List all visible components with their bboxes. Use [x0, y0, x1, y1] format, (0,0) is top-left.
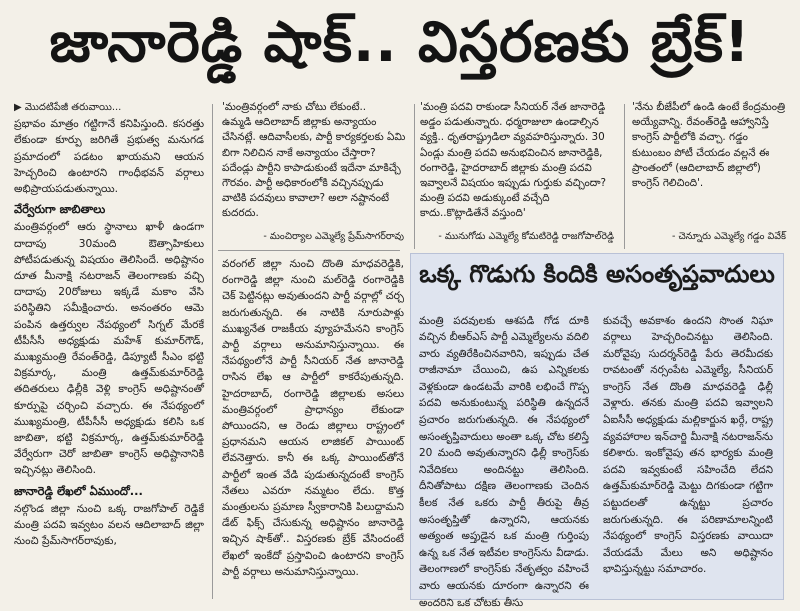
subhead: జానారెడ్డి లేఖలో ఏముందో... [14, 483, 204, 499]
quote-box: 'మంత్రి పదవి రాకుండా సీనియర్ నేత జానారెడ్డి అడ్డం పడుతున్నారు. ధర్మరాజులా ఉండాల్సిన వ్యక్తి.. ధృతరాష్ట్రుడిలా వ్యవహరిస్తున్నారు. 30 ఏండ్లు మంత్రి పదవి అనుభవించిన జానారెడ్డికి, రంగారెడ్డి, హైదరాబాద్ జిల్లాకు మంత్రి పదవి ఇవ్వాలనే విషయం ఇప్పుడు గుర్తుకు వచ్చిందా? మంత్రి పదవి అడుక్కుంటే వచ్చేది కాదు..కొట్లాడితేనే వస్తుంది' - మునుగోడు ఎమ్మెల్యే కోమటిరెడ్డి రాజగోపాల్‌రెడ్డి [420, 100, 618, 248]
subhead: వేర్వేరుగా జాబితాలు [14, 201, 204, 217]
boxed-headline: ఒక్క గొడుగు కిందికి అసంతృప్తవాదులు [411, 254, 783, 300]
quote-attribution: - చెన్నూరు ఎమ్మెల్యే గడ్డం వివేక్ [672, 229, 786, 244]
column-divider [414, 104, 415, 249]
quote-divider [218, 250, 400, 251]
paragraph: నల్గొండ జిల్లా నుంచి ఒక్క రాజగోపాల్ రెడ్డికే మంత్రి పదవి ఇవ్వటం వలన ఆదిలాబాద్ జిల్లా నుంచి ప్రేమ్‌సాగర్‌రావుకు, [14, 501, 204, 550]
headline: జానారెడ్డి షాక్.. విస్తరణకు బ్రేక్! [0, 0, 800, 98]
paragraph: కువచ్చే అవకాశం ఉందని సొంత నిఘా వర్గాలు హెచ్చరించినట్టు తెలిసింది. మరోవైపు సుదర్శన్‌రెడ్డి పేరు తెరమీదకు రావటంతో నర్సంపేట ఎమ్మెల్యే, సీనియర్ కాంగ్రెస్ నేత దొంతి మాధవరెడ్డి ఢిల్లీ వెళ్లారు. తనకు మంత్రి పదవి ఇవ్వాలని ఏఐసీసీ అధ్యక్షుడు మల్లికార్జున ఖర్గే, రాష్ట్ర వ్యవహారాల ఇన్‌చార్జి మీనాక్షి నటరాజన్‌ను కలిశారు. ఇంకోవైపు తన భార్యకు మంత్రి పదవి ఇవ్వకుంటే సహించేది లేదని ఉత్తమ్‌కుమార్‌రెడ్డి మెట్టు దిగకుండా గట్టిగా పట్టుదలతో ఉన్నట్టు ప్రచారం జరుగుతున్నది. ఈ పరిణామాలన్నింటి నేపథ్యంలో కాంగ్రెస్ విస్తరణకు వాయిదా వేయడమే మేలు అని అధిష్టానం భావిస్తున్నట్టు సమాచారం. [603, 313, 773, 579]
continued-label: ▶ మొదటిపేజీ తరువాయి... [14, 100, 204, 116]
boxed-column-right [603, 302, 773, 594]
arrow-icon: ▶ [14, 102, 22, 113]
column-divider [624, 104, 625, 249]
quote-attribution: - మంచిర్యాల ఎమ్మెల్యే ప్రేమ్‌సాగర్‌రావు [263, 229, 404, 244]
quote-attribution: - మునుగోడు ఎమ్మెల్యే కోమటిరెడ్డి రాజగోపాల్‌రెడ్డి [438, 229, 614, 244]
column-1 [14, 100, 204, 602]
quote-box: 'మంత్రివర్గంలో నాకు చోటు లేకుంటే.. ఉమ్మడి ఆదిలాబాద్ జిల్లాకు అన్యాయం చేసినట్లే. ఆదివాసీలకు, పార్టీ కార్యకర్తలకు ఏమి బిగా నిలిచిన నాకే అన్యాయం చేస్తారా? పదేండ్లు పార్టీని కాపాడుకుంటే ఇదేనా మాకిచ్చే గౌరవం. పార్టీ అధికారంలోకి వచ్చినప్పుడు వాటికి పదవులు కావాలా? అలా నష్టానంటే కుదరదు. - మంచిర్యాల ఎమ్మెల్యే ప్రేమ్‌సాగర్‌రావు [222, 100, 408, 248]
paragraph: వరంగల్ జిల్లా నుంచి దొంతి మాధవరెడ్డికి, రంగారెడ్డి జిల్లా నుంచి మల్‌రెడ్డి రంగారెడ్డికి చెక్ పెట్టినట్లు అవుతుందని పార్టీ వర్గాల్లో చర్చ జరుగుతున్నది. ఈ నాటికి నూరుపాళ్లు ముఖ్యనేత రాజకీయ వ్యూహమేనని కాంగ్రెస్ పార్టీ వర్గాలు అనుమానిస్తున్నాయి. ఈ నేపథ్యంలోనే పార్టీ సీనియర్ నేత జానారెడ్డి రాసిన లేఖ ఆ పార్టీలో కాకరేపుతున్నది. హైదరాబాద్, రంగారెడ్డి జిల్లాలకు అసలు మంత్రివర్గంలో ప్రాధాన్యం లేకుండా పోయిందని, ఆ రెండు జిల్లాలు రాష్ట్రంలో ప్రధానమని ఆయన లాజికల్ పాయింట్ లేవనెత్తారు. కానీ ఈ ఒక్క పాయింట్‌తోనే పార్టీలో ఇంత వేడి పుడుతున్నదంటే కాంగ్రెస్ నేతలు ఎవరూ నమ్మటం లేదు. కొత్త మంత్రులను ప్రమాణ స్వీకారానికి పిలుద్దామని డేట్ ఫిక్స్ చేసుకున్న అధిష్టానం జానారెడ్డి ఇచ్చిన షాక్‌తో.. విస్తరణకు బ్రేక్ వేసిందంటే లేఖలో ఇంకేదో ప్రస్తావించి ఉంటారని కాంగ్రెస్ పార్టీ వర్గాలు అనుమానిస్తున్నాయి. [222, 256, 404, 580]
boxed-column-left [419, 302, 589, 594]
quote-box: 'నేను బీజేపీలో ఉండి ఉంటే కేంద్రమంత్రి అయ్యేవాన్ని. రేవంత్‌రెడ్డి ఆహ్వానిస్తే కాంగ్రెస్ పార్టీలోకి వచ్చా. గడ్డం కుటుంబం పోటీ చేయడం వల్లనే ఈ ప్రాంతంలో (ఆదిలాబాద్ జిల్లాలో) కాంగ్రెస్ గెలిచింది'. - చెన్నూరు ఎమ్మెల్యే గడ్డం వివేక్ [632, 100, 790, 248]
paragraph: మంత్రివర్గంలో ఆరు స్థానాలు ఖాళీ ఉండగా దాదాపు 30మంది ఔత్సాహికులు పోటీపడుతున్న విషయం తెలిసిందే. అధిష్టానం దూత మీనాక్షి నటరాజన్ తెలంగాణకు వచ్చి దాదాపు 20రోజులు ఇక్కడే మకాం వేసి పరిస్థితిని సమీక్షించారు. అనంతరం ఆమె పంపిన ఉత్తర్వుల నేపథ్యంలో సిగ్నల్ మేరకే టీపీసీసీ అధ్యక్షుడు మహేశ్ కుమార్‌గౌడ్, ముఖ్యమంత్రి రేవంత్‌రెడ్డి, డిప్యూటీ సీఎం భట్టి విక్రమార్క, మంత్రి ఉత్తమ్‌కుమార్‌రెడ్డి తదితరులు ఢిల్లీకి వెళ్లి కాంగ్రెస్ అధిష్టానంతో కూర్పుపై చర్చించి వచ్చారు. ఈ నేపథ్యంలో ముఖ్యమంత్రి, టీపీసీసీ అధ్యక్షుడు కలిసి ఒక జాబితా, భట్టి విక్రమార్క, ఉత్తమ్‌కుమార్‌రెడ్డి వేర్వేరుగా చెరో జాబితా కాంగ్రెస్ అధిష్టానానికి ఇచ్చినట్లు తెలిసింది. [14, 219, 204, 478]
paragraph: ప్రభావం మాత్రం గట్టిగానే కనిపిస్తుంది. కసరత్తు లేకుండా కూర్పు జరిగితే ప్రభుత్వ మనుగడ ప్రమాదంలో పడటం ఖాయమని ఆయన హెచ్చరించి ఉంటారని గాంధీభవన్ వర్గాలు అభిప్రాయపడుతున్నాయి. [14, 116, 204, 197]
paragraph: మంత్రి పదవులకు ఆశపడి గోడ దూకి వచ్చిన బీఆర్ఎస్ పార్టీ ఎమ్మెల్యేలను వదిలి వారు వ్యతిరేకించినవారిని, ఇప్పుడు చేత రాజీనామా చేయించి, ఉప ఎన్నికలకు వెళ్లకుండా ఉండటమే వారికి లభించే గొప్ప పదవి అనుకుంటున్న పరిస్థితి ఉన్నదనే ప్రచారం జరుగుతున్నది. ఈ నేపథ్యంలో అసంతృప్తివాదులు అంతా ఒక్క చోట కలిస్తే 20 మంది అవుతున్నారని ఢిల్లీ కాంగ్రెస్‌కు నివేదికలు అందినట్టు తెలిసింది. దీనితోపాటు దక్షిణ తెలంగాణకు చెందిన కీలక నేత ఒకరు పార్టీ తీరుపై తీవ్ర అసంతృప్తితో ఉన్నారని, ఆయనకు అత్యంత అప్తుడైన ఒక మంత్రి గుర్తింపు ఉన్న ఒక నేత ఇటీవల కాంగ్రెస్‌ను వీడాడు. తెలంగాణలో కాంగ్రెస్‌కు నేతృత్వం వహించే వారు ఆయనకు దూరంగా ఉన్నారని ఈ అందరిని ఒక చోటకు తీసు [419, 313, 589, 611]
column-2 [222, 256, 404, 601]
column-divider [212, 104, 213, 599]
boxed-story [410, 253, 784, 600]
